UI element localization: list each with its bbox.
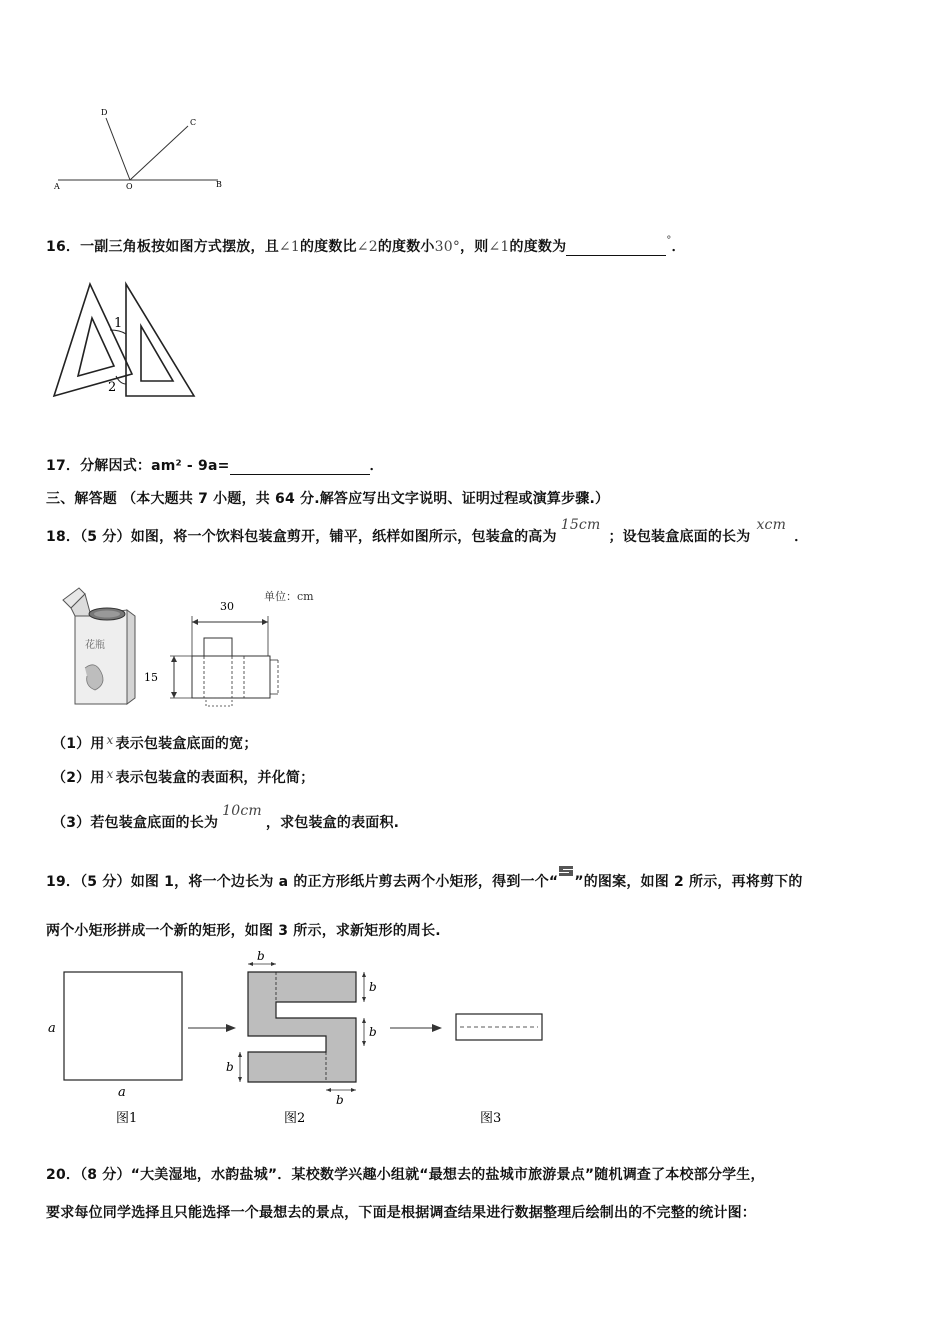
q18-sub2-a: （2）用 — [52, 770, 105, 786]
label-a: A — [54, 182, 60, 191]
fig1-side-a: a — [48, 1021, 56, 1036]
fig1-bottom-a: a — [118, 1085, 126, 1100]
q18-text-a: （5 分）如图，将一个饮料包装盒剪开，铺平，纸样如图所示，包装盒的高为 — [80, 529, 557, 545]
q18-sub2-x: x — [106, 767, 114, 781]
left-triangle-inner — [78, 318, 114, 376]
s-shape-icon — [559, 864, 573, 874]
q18-height: 15cm — [560, 517, 601, 533]
q19-line1-a: （5 分）如图 1，将一个边长为 a 的正方形纸片剪去两个小矩形，得到一个“ — [80, 874, 559, 890]
q17-end: ． — [369, 458, 384, 474]
q17-answer-blank[interactable] — [230, 458, 370, 475]
label-c: C — [190, 118, 197, 127]
question-16 — [46, 236, 686, 256]
q18-sub3 — [52, 803, 400, 832]
ray-oc — [130, 126, 188, 180]
fig2-b-bottom: b — [336, 1093, 344, 1107]
q17-number: 17． — [46, 458, 81, 474]
q18-sub2-b: 表示包装盒的表面积，并化简； — [115, 770, 315, 786]
package-net-figure — [140, 580, 330, 710]
q16-number: 16． — [46, 239, 81, 255]
question-20-line2 — [46, 1202, 756, 1222]
q18-length: xcm — [756, 517, 787, 533]
unit-label: 单位：cm — [264, 590, 314, 603]
ray-od — [106, 118, 130, 180]
dim-30: 30 — [220, 600, 234, 613]
q19-number: 19． — [46, 874, 81, 890]
question-20-line1 — [46, 1164, 765, 1184]
fig2-s-shape — [248, 972, 356, 1082]
q16-value: 30° — [434, 239, 461, 255]
question-19-line2 — [46, 920, 441, 940]
q18-sub1-b: 表示包装盒底面的宽； — [115, 736, 258, 752]
fig2-b-right-mid: b — [369, 1025, 377, 1039]
q16-text-e: 的度数为 — [509, 239, 567, 255]
q16-text-d: ，则 — [460, 239, 489, 255]
fig2-b-right-top: b — [369, 980, 377, 994]
q16-text-a: 一副三角板按如图方式摆放，且 — [80, 239, 279, 255]
q20-number: 20． — [46, 1167, 81, 1183]
q16-end: ． — [671, 239, 686, 255]
q19-figures — [40, 950, 560, 1130]
q18-sub1-x: x — [106, 733, 114, 747]
q17-text: 分解因式：am² - 9a= — [80, 458, 230, 474]
question-18 — [46, 517, 809, 546]
section-3-heading — [46, 488, 609, 508]
q16-answer-blank[interactable] — [566, 239, 666, 256]
q18-text-b: ；设包装盒底面的长为 — [608, 529, 751, 545]
q18-sub1 — [52, 733, 258, 753]
arrow-2 — [432, 1024, 442, 1032]
angle2-label: 2 — [108, 380, 117, 395]
q20-line1: （8 分）“大美湿地，水韵盐城”．某校数学兴趣小组就“最想去的盐城市旅游景点”随机调查了本校部分学生， — [80, 1167, 765, 1183]
triangle-rulers-figure — [48, 280, 208, 402]
q16-angle1b: ∠1 — [488, 239, 510, 255]
q18-sub1-a: （1）用 — [52, 736, 105, 752]
q20-line2: 要求每位同学选择且只能选择一个最想去的景点，下面是根据调查结果进行数据整理后绘制出的不完整的统计图： — [46, 1205, 756, 1221]
fig1-square — [64, 972, 182, 1080]
fig3-caption: 图3 — [480, 1111, 502, 1126]
label-o: O — [126, 182, 133, 191]
q18-sub3-val: 10cm — [222, 803, 262, 819]
box-drawing — [55, 586, 141, 706]
q16-text-c: 的度数小 — [377, 239, 435, 255]
question-19-line1 — [46, 871, 803, 891]
q16-angle2: ∠2 — [356, 239, 378, 255]
section-3-text: 三、解答题 （本大题共 7 小题，共 64 分.解答应写出文字说明、证明过程或演算步骤.） — [46, 491, 610, 507]
left-triangle-outer — [54, 284, 132, 396]
fig2-b-left: b — [226, 1060, 234, 1074]
box-label: 花瓶 — [85, 640, 105, 651]
q19-line2: 两个小矩形拼成一个新的矩形，如图 3 所示，求新矩形的周长. — [46, 923, 441, 939]
q18-number: 18． — [46, 529, 81, 545]
fig1-caption: 图1 — [116, 1111, 138, 1126]
q18-sub3-b: ，求包装盒的表面积. — [265, 815, 400, 831]
fig2-caption: 图2 — [284, 1111, 306, 1126]
label-d: D — [101, 108, 108, 117]
angle-figure — [40, 100, 240, 200]
right-triangle-outer — [126, 284, 194, 396]
q16-degree: ° — [666, 235, 672, 246]
label-b: B — [216, 180, 222, 189]
arrow-1 — [226, 1024, 236, 1032]
dim-15: 15 — [144, 671, 158, 684]
package-box-photo — [55, 586, 141, 706]
q18-sub3-a: （3）若包装盒底面的长为 — [52, 815, 219, 831]
angle1-label: 1 — [114, 316, 123, 331]
q18-sub2 — [52, 767, 314, 787]
q16-angle1: ∠1 — [278, 239, 300, 255]
q18-end: ． — [794, 529, 809, 545]
question-17 — [46, 455, 384, 475]
q19-line1-b: ”的图案，如图 2 所示，再将剪下的 — [574, 874, 803, 890]
fig2-b-top: b — [257, 950, 265, 963]
q16-text-b: 的度数比 — [299, 239, 357, 255]
